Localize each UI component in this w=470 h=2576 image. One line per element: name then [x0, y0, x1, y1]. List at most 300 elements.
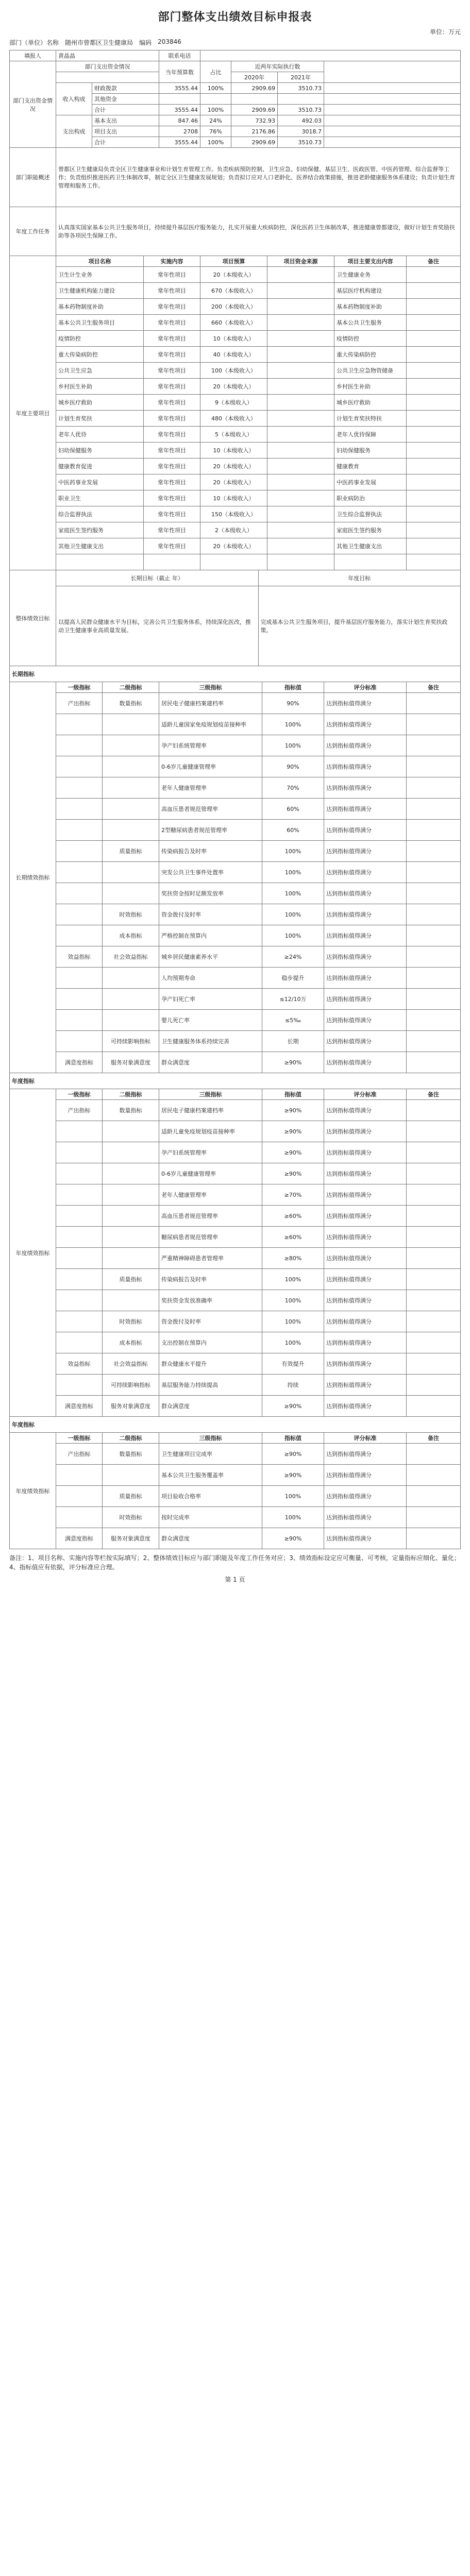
annual-indicator-scoring: 达到指标值得满分 [324, 1248, 407, 1269]
project-name: 疫情防控 [56, 331, 144, 347]
project-name: 卫生计生业务 [56, 267, 144, 283]
annual-indicator-value: ≥90% [262, 1163, 324, 1184]
long-indicator-row [10, 714, 461, 735]
annual-indicator-level1 [56, 1290, 103, 1311]
project-source [267, 427, 334, 443]
code-label: 编码 [139, 39, 152, 46]
basic-info-table [9, 50, 461, 256]
long-indicator-level2 [103, 883, 159, 904]
filler-label: 填报人 [10, 50, 56, 61]
annual-indicator-level1 [56, 1163, 103, 1184]
long-indicator-level3: 0-6岁儿童健康管理率 [159, 756, 262, 777]
long-indicator-note [407, 1031, 461, 1052]
long-indicator-scoring: 达到指标值得满分 [324, 904, 407, 925]
annual-indicator-level2: 数量指标 [103, 1100, 159, 1121]
long-indicator-level3: 突发公共卫生事件处置率 [159, 862, 262, 883]
long-indicators-table [9, 666, 461, 1073]
annual-indicator-value: 100% [262, 1332, 324, 1353]
funding-row-next1: 732.93 [231, 115, 278, 126]
long-indicator-row [10, 841, 461, 862]
funding-col-ratio: 占比 [200, 61, 231, 83]
annual-indicator-row [10, 1353, 461, 1375]
long-indicator-note [407, 1010, 461, 1031]
duties-label: 部门职能概述 [10, 148, 56, 207]
long-indicator-note [407, 989, 461, 1010]
annual-indicator-level1 [56, 1206, 103, 1227]
annual-indicator-level1: 满意度指标 [56, 1396, 103, 1417]
funding-row-total: 3555.44 [159, 83, 200, 94]
funding-group-expense: 支出构成 [56, 115, 92, 148]
long-indicator-level3: 高血压患者规范管理率 [159, 799, 262, 820]
annual-indicator-note [407, 1375, 461, 1396]
year-indicator-level3: 基本公共卫生服务覆盖率 [159, 1465, 262, 1486]
project-amount: 20（本级收入） [200, 267, 267, 283]
project-type: 常年性项目 [144, 283, 200, 299]
funding-row-next1: 2176.86 [231, 126, 278, 137]
year-indicator-value: 100% [262, 1486, 324, 1507]
year-indicator-note [407, 1444, 461, 1465]
annual-indicator-row [10, 1163, 461, 1184]
project-name: 综合监督执法 [56, 506, 144, 522]
long-indicator-note [407, 841, 461, 862]
annual-indicator-level1: 产出指标 [56, 1100, 103, 1121]
project-note [407, 379, 461, 395]
long-indicator-scoring: 达到指标值得满分 [324, 1010, 407, 1031]
funding-group-income: 收入构成 [56, 83, 92, 115]
annual-indicator-level3: 奖扶资金发放准确率 [159, 1290, 262, 1311]
annual-indicator-level1 [56, 1332, 103, 1353]
long-indicator-row [10, 693, 461, 714]
project-type: 常年性项目 [144, 427, 200, 443]
annual-indicator-level1 [56, 1269, 103, 1290]
annual-indicator-row [10, 1206, 461, 1227]
project-source [267, 522, 334, 538]
project-content: 家庭医生签约服务 [334, 522, 407, 538]
long-indicator-note [407, 925, 461, 946]
long-indicator-level2 [103, 968, 159, 989]
year-indicator-level3: 群众满意度 [159, 1528, 262, 1549]
long-indicator-value: 100% [262, 904, 324, 925]
long-indicator-note [407, 1052, 461, 1073]
project-type: 常年性项目 [144, 331, 200, 347]
project-source [267, 506, 334, 522]
project-amount: 20（本级收入） [200, 474, 267, 490]
annual-indicator-value: ≥60% [262, 1227, 324, 1248]
long-indicator-note [407, 862, 461, 883]
annual-indicator-note [407, 1332, 461, 1353]
project-type: 常年性项目 [144, 395, 200, 411]
year-indicator-value: 100% [262, 1507, 324, 1528]
project-content: 疫情防控 [334, 331, 407, 347]
year-indicators-side: 年度绩效指标 [10, 1433, 56, 1549]
long-indicator-scoring: 达到指标值得满分 [324, 883, 407, 904]
long-indicator-level1 [56, 777, 103, 799]
long-indicator-value: ≥24% [262, 946, 324, 968]
annual-indicator-row [10, 1396, 461, 1417]
long-indicator-level2: 成本指标 [103, 925, 159, 946]
project-note [407, 347, 461, 363]
long-indicator-scoring: 达到指标值得满分 [324, 862, 407, 883]
annual-indicator-level2 [103, 1206, 159, 1227]
annual-indicator-level1: 效益指标 [56, 1353, 103, 1375]
funding-row-label: 项目支出 [92, 126, 159, 137]
project-source [267, 283, 334, 299]
annual-indicator-level3: 传染病报告及时率 [159, 1269, 262, 1290]
year-indicator-row [10, 1486, 461, 1507]
project-row [10, 347, 461, 363]
project-note [407, 299, 461, 315]
long-indicator-level2 [103, 989, 159, 1010]
long-indicator-note [407, 714, 461, 735]
goals-annual-text: 完成基本公共卫生服务项目，提升基层医疗服务能力，落实计划生育奖扶政策。 [258, 586, 461, 666]
annual-indicator-value: ≥90% [262, 1396, 324, 1417]
annual-indicator-level2: 服务对象满意度 [103, 1396, 159, 1417]
annual-header-scoring: 评分标准 [324, 1089, 407, 1100]
annual-indicator-level2 [103, 1142, 159, 1163]
annual-indicator-level1 [56, 1311, 103, 1332]
long-indicator-scoring: 达到指标值得满分 [324, 735, 407, 756]
long-indicator-row [10, 862, 461, 883]
long-indicator-level2 [103, 714, 159, 735]
year-indicator-row [10, 1507, 461, 1528]
funding-row-next1 [231, 94, 278, 105]
projects-label: 年度主要项目 [10, 256, 56, 570]
long-indicator-note [407, 946, 461, 968]
project-amount: 20（本级收入） [200, 538, 267, 554]
goals-long-title: 长期目标（截止 年） [56, 570, 259, 586]
annual-indicator-note [407, 1206, 461, 1227]
project-row [10, 363, 461, 379]
project-amount: 10（本级收入） [200, 331, 267, 347]
annual-indicator-value: ≥90% [262, 1121, 324, 1142]
footer-note [9, 1553, 461, 1584]
annual-indicator-note [407, 1396, 461, 1417]
projects-header-src: 项目资金来源 [267, 256, 334, 267]
project-type: 常年性项目 [144, 267, 200, 283]
phone-label: 联系电话 [159, 50, 200, 61]
annual-indicator-value: ≥90% [262, 1142, 324, 1163]
filler-value: 黄晶晶 [56, 50, 159, 61]
unit-label: 单位：万元 [429, 28, 461, 36]
annual-indicator-row [10, 1100, 461, 1121]
project-note [407, 283, 461, 299]
annual-indicator-scoring: 达到指标值得满分 [324, 1396, 407, 1417]
project-source [267, 315, 334, 331]
long-indicator-value: 60% [262, 820, 324, 841]
project-name: 城乡医疗救助 [56, 395, 144, 411]
long-indicators-side: 长期绩效指标 [10, 682, 56, 1073]
annual-indicators-title: 年度指标 [10, 1073, 461, 1089]
project-note [407, 459, 461, 474]
project-name: 乡村医生补助 [56, 379, 144, 395]
projects-spacer-row [10, 554, 461, 570]
annual-indicator-scoring: 达到指标值得满分 [324, 1206, 407, 1227]
annual-header-value: 指标值 [262, 1089, 324, 1100]
funding-row-label: 其他资金 [92, 94, 159, 105]
long-indicator-level1 [56, 756, 103, 777]
long-indicator-row [10, 989, 461, 1010]
funding-row-label: 基本支出 [92, 115, 159, 126]
long-header-l3: 三级指标 [159, 682, 262, 693]
year-indicator-level1 [56, 1486, 103, 1507]
project-name: 计划生育奖扶 [56, 411, 144, 427]
annual-indicators-side: 年度绩效指标 [10, 1089, 56, 1417]
tasks-label: 年度工作任务 [10, 207, 56, 256]
project-note [407, 363, 461, 379]
annual-indicator-level2: 时效指标 [103, 1311, 159, 1332]
funding-row-label: 合计 [92, 105, 159, 115]
long-indicator-value: 长期 [262, 1031, 324, 1052]
funding-row-next1: 2909.69 [231, 137, 278, 148]
project-row [10, 299, 461, 315]
project-note [407, 267, 461, 283]
long-indicator-scoring: 达到指标值得满分 [324, 820, 407, 841]
year-indicator-scoring: 达到指标值得满分 [324, 1465, 407, 1486]
long-indicator-level1 [56, 735, 103, 756]
project-type: 常年性项目 [144, 443, 200, 459]
project-row [10, 459, 461, 474]
annual-indicator-note [407, 1353, 461, 1375]
long-indicator-value: 100% [262, 841, 324, 862]
long-indicator-row [10, 1052, 461, 1073]
long-indicator-note [407, 883, 461, 904]
project-amount: 10（本级收入） [200, 490, 267, 506]
projects-header-note: 备注 [407, 256, 461, 267]
long-indicator-level3: 婴儿死亡率 [159, 1010, 262, 1031]
long-indicator-level2 [103, 735, 159, 756]
long-indicator-level3: 传染病报告及时率 [159, 841, 262, 862]
annual-indicator-level3: 居民电子健康档案建档率 [159, 1100, 262, 1121]
long-indicator-note [407, 693, 461, 714]
long-indicator-level1 [56, 968, 103, 989]
funding-row-total [159, 94, 200, 105]
project-content: 公共卫生应急物资储备 [334, 363, 407, 379]
annual-indicator-value: 有效提升 [262, 1353, 324, 1375]
project-source [267, 490, 334, 506]
project-source [267, 395, 334, 411]
annual-indicator-level2: 质量指标 [103, 1269, 159, 1290]
year-indicator-level2 [103, 1465, 159, 1486]
project-type: 常年性项目 [144, 315, 200, 331]
year-indicator-row [10, 1465, 461, 1486]
long-indicator-level2: 可持续影响指标 [103, 1031, 159, 1052]
code-value: 203846 [158, 38, 181, 45]
long-indicator-level1 [56, 799, 103, 820]
project-source [267, 474, 334, 490]
funding-col-total: 当年预算数 [159, 61, 200, 83]
project-row [10, 474, 461, 490]
project-source [267, 459, 334, 474]
long-indicator-level1 [56, 1010, 103, 1031]
long-indicator-level2: 数量指标 [103, 693, 159, 714]
project-name: 基本公共卫生服务项目 [56, 315, 144, 331]
long-indicator-row [10, 735, 461, 756]
long-indicator-note [407, 799, 461, 820]
long-indicator-note [407, 968, 461, 989]
project-name: 健康教育促进 [56, 459, 144, 474]
annual-indicator-level3: 老年人健康管理率 [159, 1184, 262, 1206]
long-indicator-level3: 居民电子健康档案建档率 [159, 693, 262, 714]
year-indicator-level1 [56, 1465, 103, 1486]
annual-indicator-value: 100% [262, 1311, 324, 1332]
project-name: 重大传染病防控 [56, 347, 144, 363]
long-header-l1: 一级指标 [56, 682, 103, 693]
project-note [407, 522, 461, 538]
annual-indicator-value: 100% [262, 1290, 324, 1311]
year-indicator-level2: 数量指标 [103, 1444, 159, 1465]
annual-indicator-scoring: 达到指标值得满分 [324, 1353, 407, 1375]
project-content: 重大传染病防控 [334, 347, 407, 363]
project-name: 其他卫生健康支出 [56, 538, 144, 554]
funding-row-ratio: 100% [200, 137, 231, 148]
meta-row [9, 38, 461, 47]
project-amount: 150（本级收入） [200, 506, 267, 522]
long-indicator-level1 [56, 1031, 103, 1052]
project-content: 计划生育奖扶特扶 [334, 411, 407, 427]
project-content: 老年人优待保障 [334, 427, 407, 443]
project-amount: 670（本级收入） [200, 283, 267, 299]
long-indicator-row [10, 1010, 461, 1031]
year-indicator-level3: 卫生健康项目完成率 [159, 1444, 262, 1465]
funding-row-label: 合计 [92, 137, 159, 148]
year-indicator-row [10, 1444, 461, 1465]
funding-col-next1: 2020年 [231, 72, 278, 83]
long-indicator-row [10, 799, 461, 820]
year-indicator-note [407, 1486, 461, 1507]
annual-indicator-level2 [103, 1227, 159, 1248]
project-note [407, 395, 461, 411]
year-indicator-value: ≥90% [262, 1465, 324, 1486]
year-indicator-level1: 产出指标 [56, 1444, 103, 1465]
funding-col-next2: 2021年 [278, 72, 324, 83]
year-indicator-note [407, 1528, 461, 1549]
long-indicator-scoring: 达到指标值得满分 [324, 714, 407, 735]
long-indicator-value: ≥90% [262, 1052, 324, 1073]
long-indicator-level1 [56, 714, 103, 735]
project-type: 常年性项目 [144, 347, 200, 363]
year-header-l1: 一级指标 [56, 1433, 103, 1444]
long-indicator-value: 100% [262, 735, 324, 756]
annual-indicator-level3: 基层服务能力持续提高 [159, 1375, 262, 1396]
project-amount: 480（本级收入） [200, 411, 267, 427]
project-amount: 100（本级收入） [200, 363, 267, 379]
long-indicator-level3: 群众满意度 [159, 1052, 262, 1073]
project-type: 常年性项目 [144, 363, 200, 379]
project-type: 常年性项目 [144, 506, 200, 522]
annual-indicator-level3: 适龄儿童免疫规划疫苗接种率 [159, 1121, 262, 1142]
project-amount: 9（本级收入） [200, 395, 267, 411]
funding-row-ratio: 100% [200, 83, 231, 94]
year-indicator-level2: 质量指标 [103, 1486, 159, 1507]
funding-row-total: 3555.44 [159, 137, 200, 148]
long-indicator-scoring: 达到指标值得满分 [324, 968, 407, 989]
year-header-l3: 三级指标 [159, 1433, 262, 1444]
year-header-scoring: 评分标准 [324, 1433, 407, 1444]
year-indicators-table [9, 1416, 461, 1549]
dept-value: 随州市曾都区卫生健康局 [65, 39, 133, 46]
project-amount: 2（本级收入） [200, 522, 267, 538]
long-indicator-row [10, 883, 461, 904]
project-row [10, 379, 461, 395]
annual-indicator-scoring: 达到指标值得满分 [324, 1290, 407, 1311]
annual-indicator-row [10, 1121, 461, 1142]
project-content: 职业病防治 [334, 490, 407, 506]
long-header-note: 备注 [407, 682, 461, 693]
annual-indicator-level1 [56, 1184, 103, 1206]
project-note [407, 443, 461, 459]
annual-indicators-table [9, 1073, 461, 1417]
annual-indicator-level3: 群众健康水平提升 [159, 1353, 262, 1375]
project-name: 卫生健康机构能力建设 [56, 283, 144, 299]
project-row [10, 427, 461, 443]
annual-indicator-value: 100% [262, 1269, 324, 1290]
long-indicator-row [10, 820, 461, 841]
annual-indicator-row [10, 1184, 461, 1206]
project-type: 常年性项目 [144, 490, 200, 506]
annual-indicator-level2 [103, 1290, 159, 1311]
annual-indicator-note [407, 1100, 461, 1121]
long-indicator-level3: 人均预期寿命 [159, 968, 262, 989]
project-row [10, 267, 461, 283]
funding-row-next1: 2909.69 [231, 83, 278, 94]
year-indicator-scoring: 达到指标值得满分 [324, 1528, 407, 1549]
funding-row-total: 3555.44 [159, 105, 200, 115]
project-note [407, 490, 461, 506]
annual-indicator-value: ≥60% [262, 1206, 324, 1227]
long-header-l2: 二级指标 [103, 682, 159, 693]
project-amount: 200（本级收入） [200, 299, 267, 315]
project-amount: 20（本级收入） [200, 379, 267, 395]
annual-indicator-level3: 孕产妇系统管理率 [159, 1142, 262, 1163]
long-indicator-value: ≤5‰ [262, 1010, 324, 1031]
long-indicator-level1 [56, 862, 103, 883]
project-content: 基本药物制度补助 [334, 299, 407, 315]
project-row [10, 443, 461, 459]
annual-indicator-level3: 群众满意度 [159, 1396, 262, 1417]
project-source [267, 299, 334, 315]
funding-row-ratio: 100% [200, 105, 231, 115]
annual-indicator-scoring: 达到指标值得满分 [324, 1163, 407, 1184]
annual-indicator-row [10, 1227, 461, 1248]
page-title: 部门整体支出绩效目标申报表 [158, 11, 312, 24]
year-indicator-note [407, 1465, 461, 1486]
project-source [267, 411, 334, 427]
annual-indicator-level3: 0-6岁儿童健康管理率 [159, 1163, 262, 1184]
year-indicator-scoring: 达到指标值得满分 [324, 1486, 407, 1507]
goals-annual-title: 年度目标 [258, 570, 461, 586]
project-type: 常年性项目 [144, 379, 200, 395]
project-amount: 20（本级收入） [200, 459, 267, 474]
project-row [10, 315, 461, 331]
year-indicator-value: ≥90% [262, 1528, 324, 1549]
goals-label: 整体绩效目标 [10, 570, 56, 666]
annual-indicator-scoring: 达到指标值得满分 [324, 1227, 407, 1248]
project-content: 乡村医生补助 [334, 379, 407, 395]
annual-indicator-row [10, 1269, 461, 1290]
project-content: 妇幼保健服务 [334, 443, 407, 459]
annual-indicator-row [10, 1375, 461, 1396]
long-indicator-level1 [56, 820, 103, 841]
long-indicator-scoring: 达到指标值得满分 [324, 1031, 407, 1052]
long-indicator-row [10, 925, 461, 946]
annual-indicator-scoring: 达到指标值得满分 [324, 1121, 407, 1142]
long-indicator-level3: 奖扶资金按时足额发放率 [159, 883, 262, 904]
funding-col-group: 近两年实际执行数 [231, 61, 324, 72]
long-indicator-level1: 效益指标 [56, 946, 103, 968]
year-indicators-title: 年度指标 [10, 1417, 461, 1433]
project-content: 健康教育 [334, 459, 407, 474]
project-type: 常年性项目 [144, 459, 200, 474]
